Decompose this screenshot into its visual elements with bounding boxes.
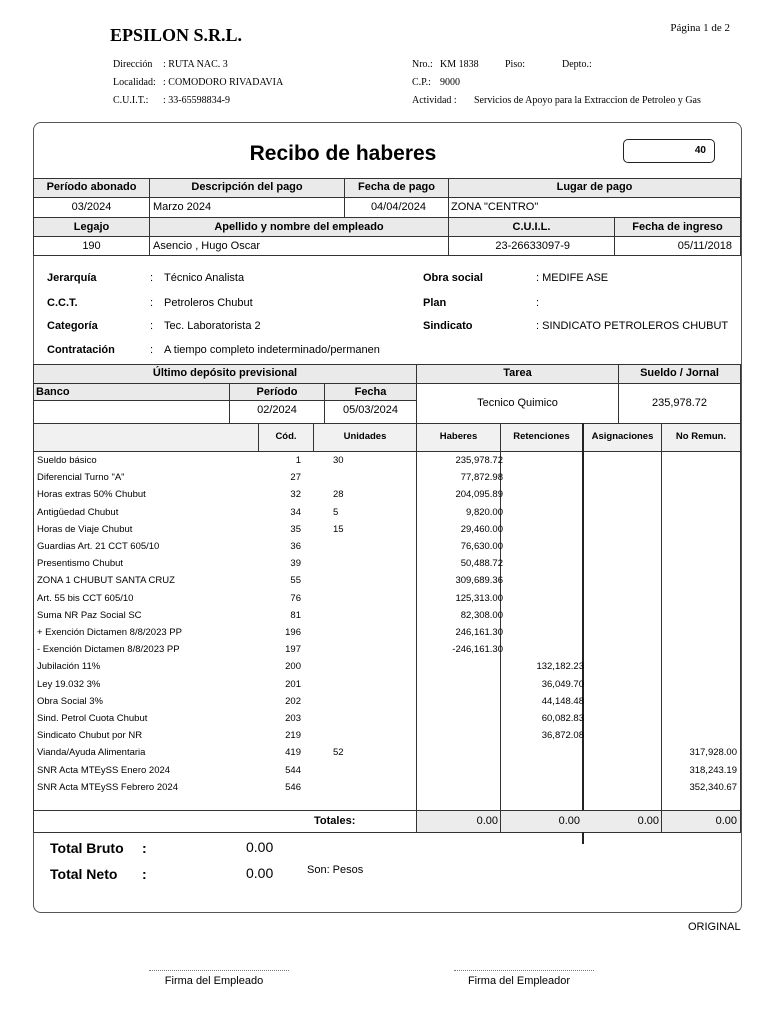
sueldo-jornal-label: Sueldo / Jornal	[640, 367, 719, 379]
row-concepto: SNR Acta MTEySS Febrero 2024	[37, 781, 178, 793]
row-cod: 1	[295, 455, 301, 466]
row-cod: 36	[290, 541, 301, 552]
original-label: ORIGINAL	[688, 921, 741, 933]
row-cod: 197	[285, 644, 301, 656]
row-haberes: 246,161.30	[455, 627, 503, 638]
row-haberes: -246,161.30	[452, 644, 503, 656]
firma-empleador-line	[454, 970, 594, 971]
total-bruto-value: 0.00	[246, 839, 274, 855]
sueldo-jornal-value: 235,978.72	[651, 397, 708, 409]
lugar-pago-value: ZONA "CENTRO"	[451, 201, 539, 213]
row-concepto: Vianda/Ayuda Alimentaria	[37, 747, 146, 759]
cuil-value: 23-26633097-9	[495, 240, 570, 252]
row-concepto: Art. 55 bis CCT 605/10	[37, 592, 134, 604]
row-cod: 81	[290, 609, 301, 621]
direccion-label: Dirección	[113, 59, 153, 70]
total-retenciones: 0.00	[558, 815, 580, 827]
row-concepto: - Exención Dictamen 8/8/2023 PP	[37, 644, 180, 656]
row-cod: 196	[285, 627, 301, 638]
total-no-remun: 0.00	[715, 815, 737, 827]
fecha-ingreso-value: 05/11/2018	[677, 240, 732, 252]
nro-label: Nro.:	[412, 59, 433, 70]
total-asignaciones: 0.00	[637, 815, 659, 827]
fecha-pago-label: Fecha de pago	[357, 181, 436, 193]
page-number: Página 1 de 2	[670, 22, 730, 34]
row-haberes: 50,488.72	[460, 558, 503, 570]
row-cod: 76	[290, 592, 301, 604]
deposito-fecha-value: 05/03/2024	[342, 404, 399, 416]
row-cod: 202	[285, 695, 301, 707]
row-haberes: 76,630.00	[460, 541, 503, 552]
row-concepto: Sind. Petrol Cuota Chubut	[37, 713, 148, 724]
total-bruto-colon: :	[142, 840, 147, 856]
row-cod: 39	[290, 558, 301, 570]
actividad-value: Servicios de Apoyo para la Extraccion de Petroleo y Gas	[474, 95, 701, 106]
col-cod-header: Cód.	[275, 431, 297, 442]
row-concepto: Horas extras 50% Chubut	[37, 489, 146, 501]
row-concepto: Suma NR Paz Social SC	[37, 609, 142, 621]
row-cod: 55	[290, 575, 301, 587]
sindicato-value: : SINDICATO PETROLEROS CHUBUT	[536, 320, 729, 332]
row-concepto: Jubilación 11%	[37, 661, 101, 673]
cp-value: 9000	[440, 77, 460, 88]
ultimo-deposito-label: Último depósito previsional	[152, 367, 298, 379]
row-haberes: 204,095.89	[455, 489, 503, 501]
son-pesos: Son: Pesos	[307, 864, 364, 876]
obra-social-value: : MEDIFE ASE	[536, 272, 609, 284]
row-unidades: 15	[333, 523, 344, 535]
deposito-fecha-label: Fecha	[354, 386, 387, 398]
nro-value: KM 1838	[440, 59, 479, 70]
row-concepto: SNR Acta MTEySS Enero 2024	[37, 764, 171, 776]
periodo-abonado-label: Período abonado	[46, 181, 137, 193]
row-cod: 219	[285, 730, 301, 742]
totales-label: Totales:	[314, 815, 356, 827]
deposito-periodo-label: Período	[256, 386, 298, 398]
col-retenciones-header: Retenciones	[513, 431, 570, 442]
firma-empleador-label: Firma del Empleador	[467, 975, 571, 987]
row-unidades: 5	[333, 506, 339, 518]
row-cod: 32	[290, 489, 301, 501]
contratacion-label: Contratación	[47, 344, 115, 356]
total-haberes: 0.00	[476, 815, 498, 827]
row-concepto: Antigüedad Chubut	[37, 506, 119, 518]
row-haberes: 29,460.00	[460, 523, 503, 535]
localidad-value: : COMODORO RIVADAVIA	[163, 77, 284, 88]
jerarquia-label: Jerarquía	[47, 272, 97, 284]
tarea-value: Tecnico Quimico	[477, 397, 558, 409]
descripcion-value: Marzo 2024	[153, 201, 212, 213]
piso-label: Piso:	[505, 59, 526, 70]
localidad-label: Localidad:	[113, 77, 156, 88]
row-concepto: Guardias Art. 21 CCT 605/10	[37, 541, 160, 552]
nombre-value: Asencio , Hugo Oscar	[153, 240, 260, 252]
cuit-label: C.U.I.T.:	[113, 95, 149, 106]
row-cod: 200	[285, 661, 301, 673]
plan-label: Plan	[423, 297, 447, 309]
row-concepto: Horas de Viaje Chubut	[37, 523, 133, 535]
row-cod: 546	[285, 781, 301, 793]
total-neto-colon: :	[142, 866, 147, 882]
periodo-abonado-value: 03/2024	[71, 201, 112, 213]
row-no-remun: 318,243.19	[689, 764, 737, 776]
banco-label: Banco	[36, 386, 70, 398]
row-concepto: + Exención Dictamen 8/8/2023 PP	[37, 627, 182, 638]
legajo-value: 190	[82, 240, 101, 252]
receipt-number-badge: 40	[623, 139, 715, 163]
row-retenciones: 36,049.70	[541, 678, 584, 690]
row-cod: 544	[285, 764, 301, 776]
row-retenciones: 132,182.23	[536, 661, 584, 673]
jerarquia-colon: :	[150, 272, 154, 284]
cuil-label: C.U.I.L.	[512, 221, 551, 233]
categoria-value: Tec. Laboratorista 2	[164, 320, 261, 332]
row-unidades: 52	[333, 747, 344, 759]
row-cod: 419	[285, 747, 301, 759]
cp-label: C.P.:	[412, 77, 431, 88]
categoria-label: Categoría	[47, 320, 98, 332]
plan-value: :	[536, 297, 540, 309]
row-retenciones: 36,872.08	[541, 730, 584, 742]
row-no-remun: 317,928.00	[689, 747, 737, 759]
row-retenciones: 44,148.48	[541, 695, 584, 707]
row-cod: 27	[290, 472, 301, 484]
row-cod: 35	[290, 523, 301, 535]
row-concepto: Presentismo Chubut	[37, 558, 124, 570]
descripcion-label: Descripción del pago	[191, 181, 303, 193]
row-haberes: 125,313.00	[455, 592, 503, 604]
jerarquia-value: Técnico Analista	[164, 272, 245, 284]
row-cod: 201	[285, 678, 301, 690]
row-haberes: 9,820.00	[466, 506, 503, 518]
legajo-label: Legajo	[73, 221, 110, 233]
total-neto-label: Total Neto	[50, 866, 118, 882]
total-bruto-label: Total Bruto	[50, 840, 124, 856]
row-cod: 34	[290, 506, 301, 518]
contratacion-colon: :	[150, 344, 154, 356]
firma-empleado-label: Firma del Empleado	[164, 975, 264, 987]
row-haberes: 235,978.72	[455, 455, 503, 466]
cct-value: Petroleros Chubut	[164, 297, 253, 309]
depto-label: Depto.:	[562, 59, 592, 70]
total-neto-value: 0.00	[246, 865, 274, 881]
categoria-colon: :	[150, 320, 154, 332]
sindicato-label: Sindicato	[423, 320, 473, 332]
col-no-remun-header: No Remun.	[675, 431, 727, 442]
nombre-label: Apellido y nombre del empleado	[214, 221, 384, 233]
row-concepto: Obra Social 3%	[37, 695, 104, 707]
fecha-pago-value: 04/04/2024	[370, 201, 426, 213]
row-concepto: Diferencial Turno "A"	[37, 472, 125, 484]
cct-label: C.C.T.	[47, 297, 78, 309]
receipt-title: Recibo de haberes	[249, 142, 437, 165]
row-retenciones: 60,082.83	[541, 713, 584, 724]
direccion-value: : RUTA NAC. 3	[163, 59, 228, 70]
row-cod: 203	[285, 713, 301, 724]
actividad-label: Actividad :	[412, 95, 457, 106]
company-name: EPSILON S.R.L.	[110, 25, 243, 45]
contratacion-value: A tiempo completo indeterminado/permanen	[164, 344, 380, 356]
firma-empleado-line	[149, 970, 289, 971]
row-concepto: Sueldo básico	[37, 455, 97, 466]
row-unidades: 30	[333, 455, 344, 466]
col-unidades-header: Unidades	[343, 431, 387, 442]
row-haberes: 77,872.98	[460, 472, 503, 484]
row-haberes: 82,308.00	[460, 609, 503, 621]
fecha-ingreso-label: Fecha de ingreso	[632, 221, 723, 233]
row-no-remun: 352,340.67	[689, 781, 737, 793]
cuit-value: : 33-65598834-9	[163, 95, 230, 106]
row-haberes: 309,689.36	[455, 575, 503, 587]
row-concepto: Sindicato Chubut por NR	[37, 730, 143, 742]
tarea-label: Tarea	[503, 367, 532, 379]
obra-social-label: Obra social	[423, 272, 483, 284]
lugar-pago-label: Lugar de pago	[556, 181, 633, 193]
col-haberes-header: Haberes	[439, 431, 478, 442]
row-unidades: 28	[333, 489, 344, 501]
row-concepto: Ley 19.032 3%	[37, 678, 101, 690]
row-concepto: ZONA 1 CHUBUT SANTA CRUZ	[37, 575, 175, 587]
deposito-periodo-value: 02/2024	[257, 404, 297, 416]
cct-colon: :	[150, 297, 154, 309]
col-asignaciones-header: Asignaciones	[591, 431, 654, 442]
